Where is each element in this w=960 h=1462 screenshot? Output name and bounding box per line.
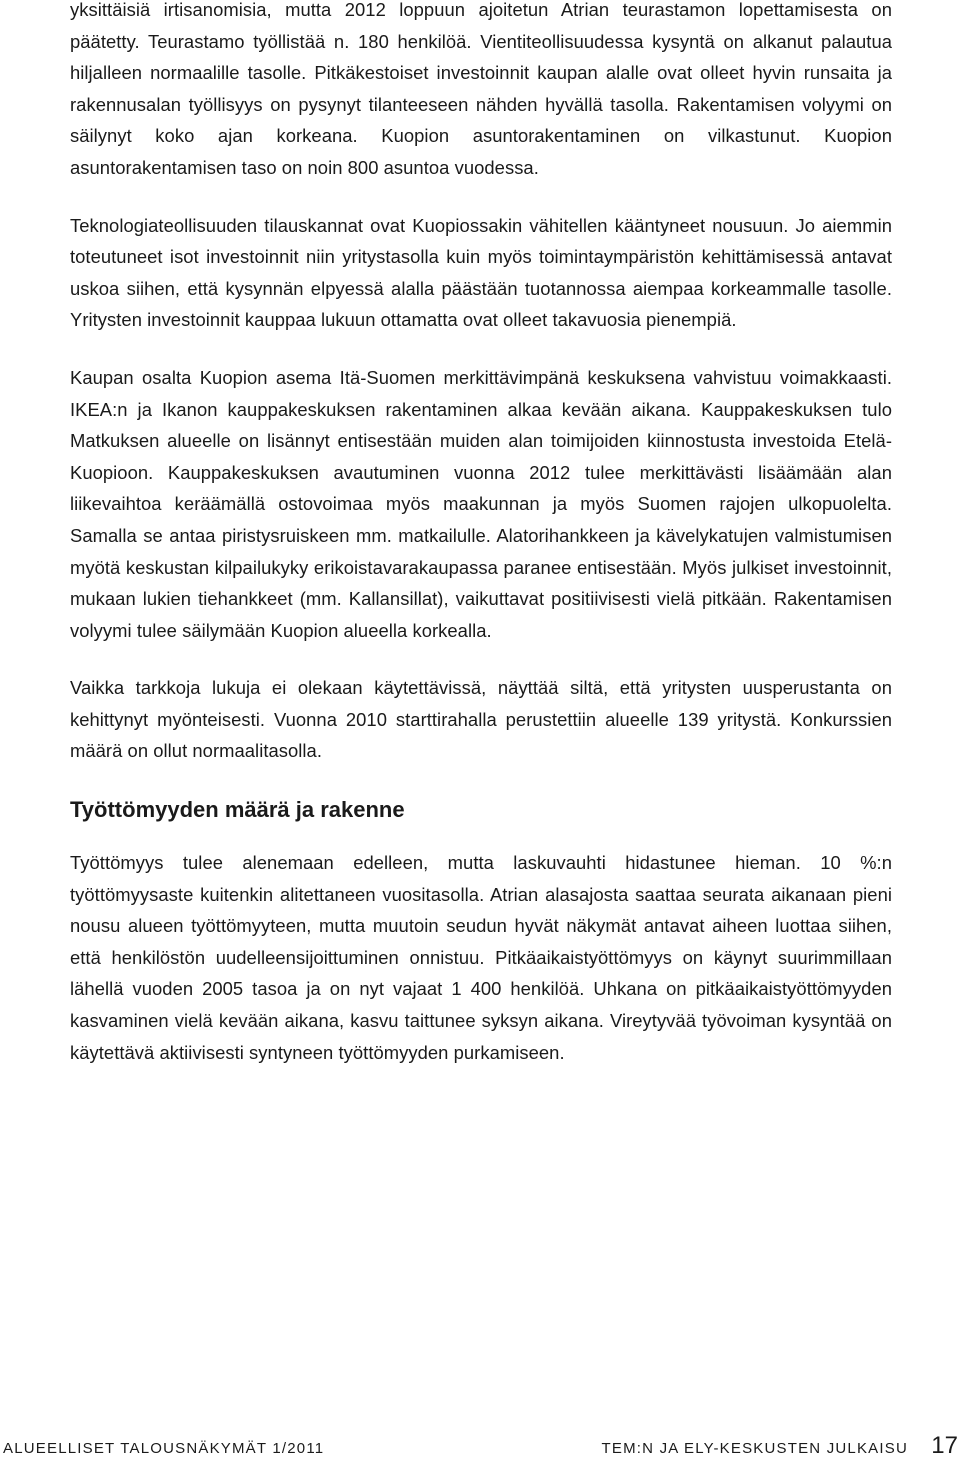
footer-publisher: TEM:N JA ELY-KESKUSTEN JULKAISU [601,1440,908,1457]
paragraph-new-businesses: Vaikka tarkkoja lukuja ei olekaan käytettävissä, näyttää siltä, että yritysten uusperustanta on kehittynyt myönteisesti. Vuonna 2010 starttirahalla perustettiin alueelle 139 yritystä. Konkurssien määrä on ollut normaalitasolla. [70,677,892,762]
paragraph-retail-trade: Kaupan osalta Kuopion asema Itä-Suomen merkittävimpänä keskuksena vahvistuu voimakkaasti. IKEA:n ja Ikanon kauppakeskuksen rakentaminen alkaa kevään aikana. Kauppakeskuksen tulo Matkuksen alueelle on lisännyt entisestään muiden alan toimijoiden kiinnostusta investoida Etelä-Kuopioon. Kauppakeskuksen avautuminen vuonna 2012 tulee merkittävästi lisäämään alan liikevaihtoa keräämällä ostovoimaa myös maakunnan ja myös Suomen rajojen ulkopuolelta. Samalla se antaa piristysruiskeen mm. matkailulle. Alatorihankkeen ja kävelykatujen valmistumisen myötä keskustan kilpailukyky erikoistavarakaupassa paranee entisestään. Myös julkiset investoinnit, mukaan lukien tiehankkeet (mm. Kallansillat), vaikuttavat positiivisesti vielä pitkään. Rakentamisen volyymi tulee säilymään Kuopion alueella korkealla. [70,366,892,641]
paragraph-employment-overview: yksittäisiä irtisanomisia, mutta 2012 loppuun ajoitetun Atrian teurastamon lopettamisesta on päätetty. Teurastamo työllistää n. 180 henkilöä. Vientiteollisuudessa kysyntä on alkanut palautua hiljalleen normaalille tasolle. Pitkäkestoiset investoinnit kaupan alalle ovat olleet hyvin runsaita ja rakennusalan työllisyys on pysynyt tilanteeseen nähden hyvällä tasolla. Rakentamisen volyymi on säilynyt koko ajan korkeana. Kuopion asuntorakentaminen on vilkastunut. Kuopion asuntorakentamisen taso on noin 800 asuntoa vuodessa. [70,0,892,178]
page-footer [0,1432,960,1462]
document-body [70,0,892,1094]
paragraph-unemployment: Työttömyys tulee alenemaan edelleen, mutta laskuvauhti hidastunee hieman. 10 %:n työttömyysaste kuitenkin alitettaneen vuositasolla. Atrian alasajosta saattaa seurata aikanaan pieni nousu alueen työttömyyteen, mutta muutoin seudun hyvät näkymät antavat aiheen luottaa siihen, että henkilöstön uudelleensijoittuminen onnistuu. Pitkäaikaistyöttömyys on käynyt suurimmillaan lähellä vuoden 2005 tasoa ja on nyt vajaat 1 400 henkilöä. Uhkana on pitkäaikaistyöttömyyden kasvaminen vielä kevään aikana, kasvu taittunee syksyn aikana. Vireytyvää työvoiman kysyntää on käytettävä aktiivisesti syntyneen työttömyyden purkamiseen. [70,852,892,1063]
footer-publication-title: ALUEELLISET TALOUSNÄKYMÄT 1/2011 [3,1440,325,1457]
page-number: 17 [931,1432,958,1459]
section-heading-unemployment: Työttömyyden määrä ja rakenne [70,797,405,823]
paragraph-technology-industry: Teknologiateollisuuden tilauskannat ovat Kuopiossakin vähitellen kääntyneet nousuun. Jo aiemmin toteutuneet isot investoinnit niin yritystasolla kuin myös toimintaympäristön kehittämisessä antavat uskoa siihen, että kysynnän elpyessä alalla päästään tuotannossa aiempaa korkeammalle tasolle. Yritysten investoinnit kauppaa lukuun ottamatta ovat olleet takavuosia pienempiä. [70,214,892,331]
